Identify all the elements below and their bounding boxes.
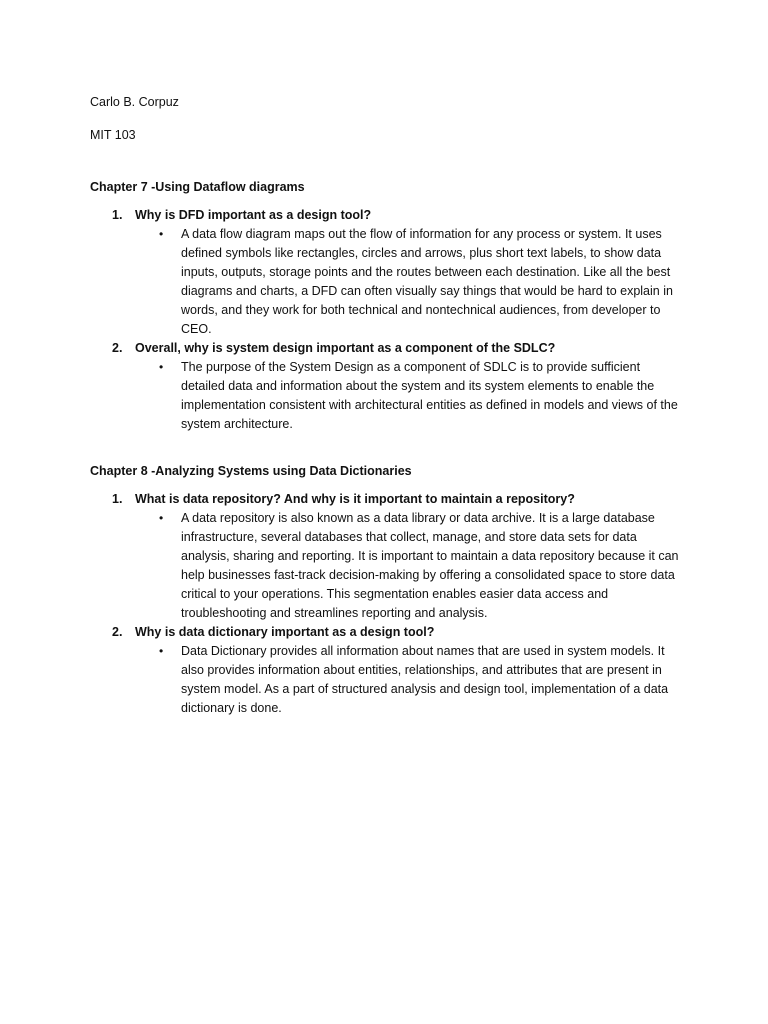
question-number: 1.: [112, 208, 123, 222]
chapter-section: [90, 178, 690, 434]
question-item: [90, 339, 690, 358]
question-item: [90, 623, 690, 642]
bullet-icon: •: [159, 644, 164, 658]
author-name: Carlo B. Corpuz: [90, 95, 179, 109]
question-number: 1.: [112, 492, 123, 506]
question-text: What is data repository? And why is it important to maintain a repository?: [135, 492, 575, 506]
chapter-section: [90, 462, 690, 718]
question-number: 2.: [112, 341, 123, 355]
question-text: Why is data dictionary important as a design tool?: [135, 625, 435, 639]
answer-text: A data flow diagram maps out the flow of information for any process or system. It uses defined symbols like rectangles, circles and arrows, plus short text labels, to show data inputs, outputs, storage points and the routes between each destination. Like all the best diagrams and charts, a DFD can often visually say things that would be hard to explain in words, and they work for both technical and nontechnical audiences, from developer to CEO.: [181, 227, 673, 336]
answer-item: [90, 509, 690, 623]
bullet-icon: •: [159, 360, 164, 374]
bullet-icon: •: [159, 227, 164, 241]
document-page: [90, 93, 690, 718]
answer-item: [90, 358, 690, 434]
answer-text: A data repository is also known as a data library or data archive. It is a large database infrastructure, several databases that collect, manage, and store data sets for data analysis, sharing and reporting. It is important to maintain a data repository because it can help businesses fast-track decision-making by offering a consolidated space to store data critical to your operations. This segmentation enables easier data access and troubleshooting and streamlines reporting and analysis.: [181, 511, 679, 620]
chapter-heading: Chapter 8 -Analyzing Systems using Data Dictionaries: [90, 464, 412, 478]
question-number: 2.: [112, 625, 123, 639]
course-code: MIT 103: [90, 128, 136, 142]
answer-text: Data Dictionary provides all information about names that are used in system models. It also provides information about entities, relationships, and attributes that are present in system model. As a part of structured analysis and design tool, implementation of a data dictionary is done.: [181, 644, 669, 715]
question-item: [90, 490, 690, 509]
answer-item: [90, 642, 690, 718]
question-text: Why is DFD important as a design tool?: [135, 208, 372, 222]
chapter-heading: Chapter 7 -Using Dataflow diagrams: [90, 180, 305, 194]
answer-item: [90, 225, 690, 339]
answer-text: The purpose of the System Design as a component of SDLC is to provide sufficient detailed data and information about the system and its system elements to enable the implementation consistent with architectural entities as defined in models and views of the system architecture.: [181, 360, 678, 431]
bullet-icon: •: [159, 511, 164, 525]
question-text: Overall, why is system design important as a component of the SDLC?: [135, 341, 556, 355]
question-item: [90, 206, 690, 225]
